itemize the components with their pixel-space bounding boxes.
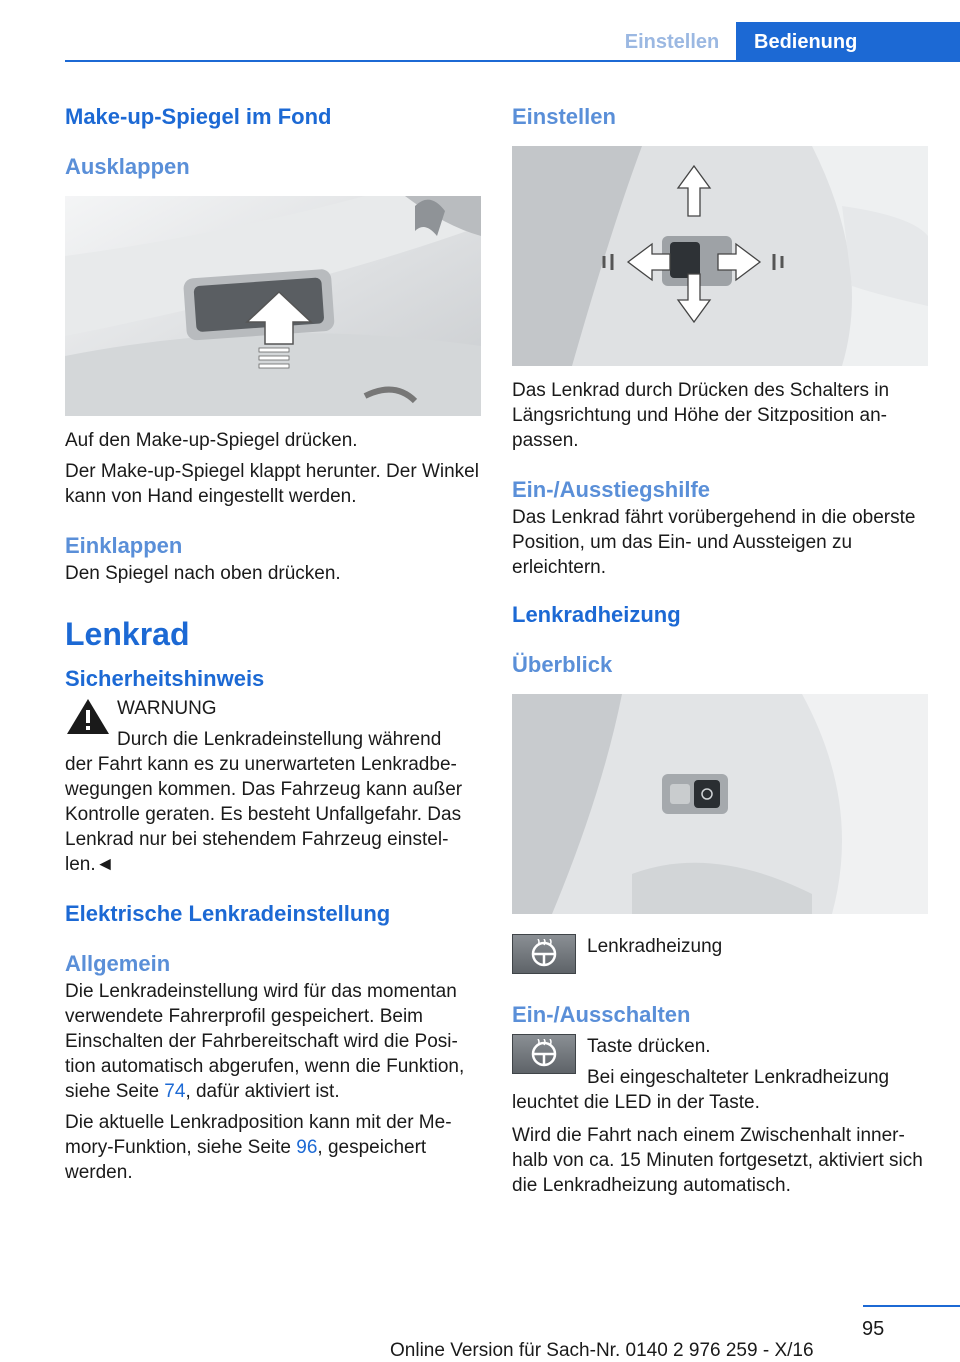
heading-elektrische-lenkradeinstellung: Elektrische Lenkradeinstellung (65, 901, 391, 926)
text-allgemein-2: Die aktuelle Lenkradposition kann mit der Memory-Funktion, siehe Seite 96, gespeichert werden. (65, 1112, 452, 1183)
switch-row (512, 1034, 928, 1090)
heading-lenkradheizung: Lenkradheizung (512, 602, 681, 627)
text-allgemein-1: Die Lenkradeinstellung wird für das momentan verwendete Fahrerprofil gespeichert. Beim Einschalten der Fahrbereitschaft wird die Position automatisch abgerufen, wenn die Funktion, siehe Seite 74, dafür aktiviert ist. (65, 981, 465, 1102)
right-column (512, 100, 928, 1198)
heading-ein-ausstiegshilfe: Ein-/Ausstiegshilfe (512, 477, 711, 502)
text-ausklappen-2: Der Make-up-Spiegel klappt herunter. Der Winkel kann von Hand eingestellt werden. (65, 461, 479, 507)
text-auto-aktivierung: Wird die Fahrt nach einem Zwischenhalt innerhalb von ca. 15 Minuten fortgesetzt, aktiviert sich die Lenkradheizung automatisch. (512, 1125, 923, 1196)
warning-block (65, 696, 481, 752)
text-led-line1: Bei eingeschalteter Lenkradheizung (587, 1067, 890, 1088)
text-ausklappen-1: Auf den Make-up-Spiegel drücken. (65, 430, 358, 451)
steering-adjust-switch-photo (512, 146, 928, 366)
link-page-74[interactable]: 74 (164, 1081, 186, 1102)
legend-row (512, 934, 928, 974)
footer-online-version: Online Version für Sach-Nr. 0140 2 976 259 - X/16 (390, 1340, 814, 1361)
header-tab-bedienung[interactable]: Bedienung (736, 22, 960, 62)
text-taste-druecken: Taste drücken. (587, 1036, 711, 1057)
heading-einstellen: Einstellen (512, 104, 616, 129)
left-column (65, 100, 481, 1185)
text-ein-ausstiegshilfe: Das Lenkrad fährt vorübergehend in die oberste Position, um das Ein- und Aussteigen zu erleichtern. (512, 507, 916, 578)
heading-sicherheitshinweis: Sicherheitshinweis (65, 666, 265, 691)
text-einklappen: Den Spiegel nach oben drücken. (65, 563, 341, 584)
heading-allgemein: Allgemein (65, 951, 171, 976)
text-led-line2: leuchtet die LED in der Taste. (512, 1092, 760, 1113)
link-page-96[interactable]: 96 (296, 1137, 318, 1158)
warning-text-rest: der Fahrt kann es zu unerwarteten Lenkradbewegungen kommen. Das Fahrzeug kann außer Kontrolle geraten. Es besteht Unfallgefahr. Das Lenkrad nur bei stehendem Fahrzeug einstellen.◄ (65, 754, 463, 875)
warning-text-line1: Durch die Lenkradeinstellung während (117, 729, 442, 750)
heading-lenkrad: Lenkrad (65, 616, 190, 652)
heading-ausklappen: Ausklappen (65, 154, 190, 179)
page-number: 95 (862, 1318, 885, 1340)
heading-makeup-spiegel: Make-up-Spiegel im Fond (65, 104, 332, 129)
text-einstellen: Das Lenkrad durch Drücken des Schalters in Längsrichtung und Höhe der Sitzposition anpassen. (512, 380, 890, 451)
warning-label: WARNUNG (117, 698, 217, 719)
footer-rule (863, 1305, 960, 1307)
steering-heating-button-photo (512, 694, 928, 914)
steering-heating-button-icon (512, 1034, 576, 1074)
warning-triangle-icon (65, 696, 111, 736)
header-tab-einstellen[interactable]: Einstellen (624, 30, 720, 53)
makeup-mirror-photo (65, 196, 481, 416)
steering-heating-icon (512, 934, 576, 974)
heading-einklappen: Einklappen (65, 533, 183, 558)
legend-lenkradheizung: Lenkradheizung (587, 936, 723, 957)
heading-ueberblick: Überblick (512, 652, 613, 677)
heading-ein-ausschalten: Ein-/Ausschalten (512, 1002, 691, 1027)
header-rule (65, 60, 960, 62)
